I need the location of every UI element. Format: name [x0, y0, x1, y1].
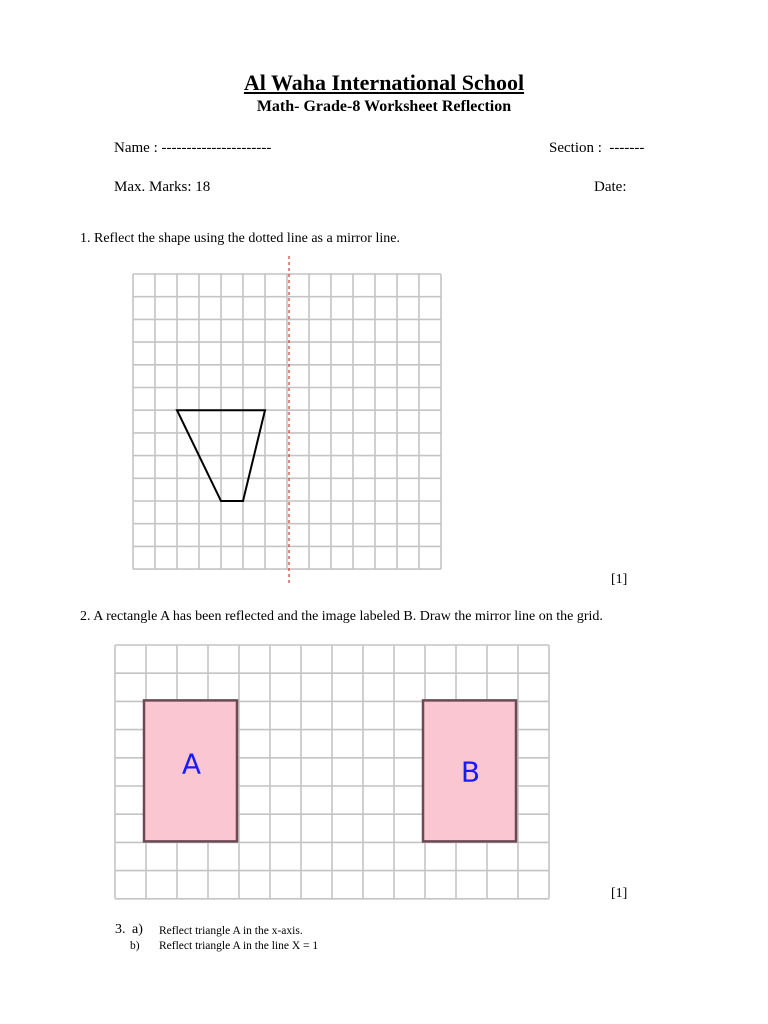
question-1-text: 1. Reflect the shape using the dotted line as a mirror line.	[80, 231, 400, 246]
question-3-number: 3.	[115, 922, 126, 937]
name-field: Name : ----------------------	[114, 140, 272, 156]
question-2-marks: [1]	[611, 886, 628, 901]
question-1-marks: [1]	[611, 572, 628, 587]
question-3b-text: Reflect triangle A in the line X = 1	[159, 940, 319, 952]
worksheet-subtitle: Math- Grade-8 Worksheet Reflection	[256, 98, 512, 115]
question-3a-label: a)	[132, 922, 143, 937]
rectangle-b-label: B	[460, 755, 481, 789]
question-3a-text: Reflect triangle A in the x-axis.	[159, 925, 303, 937]
question-2-text: 2. A rectangle A has been reflected and the image labeled B. Draw the mirror line on the grid.	[80, 609, 603, 624]
school-title: Al Waha International School	[243, 70, 525, 95]
rectangle-a-label: A	[181, 747, 202, 781]
max-marks-field: Max. Marks: 18	[114, 179, 211, 195]
section-field: Section : -------	[549, 140, 645, 156]
question-3b-label: b)	[130, 940, 140, 952]
date-field: Date:	[594, 179, 627, 195]
q1-grid[interactable]	[133, 256, 448, 586]
q2-grid[interactable]	[115, 645, 550, 901]
